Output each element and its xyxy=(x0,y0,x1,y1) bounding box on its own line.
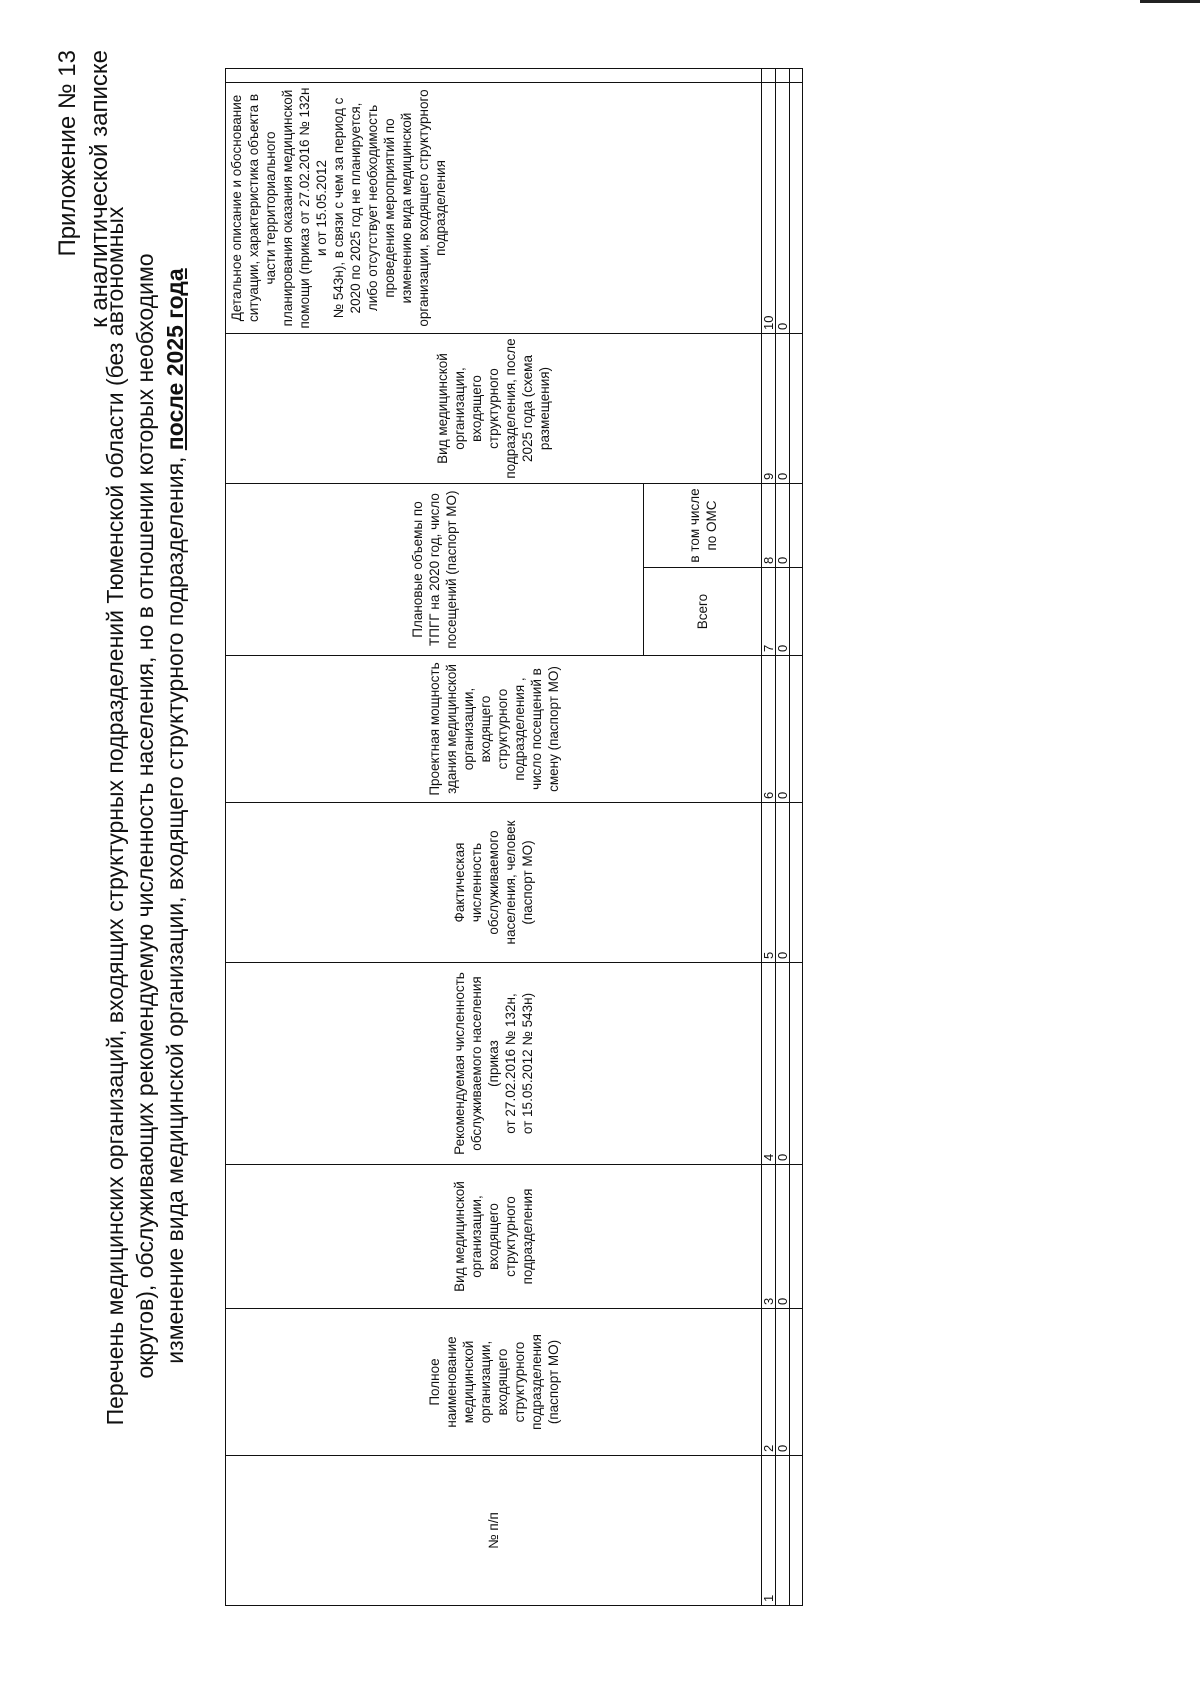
document-title xyxy=(100,46,190,1586)
empty-cell xyxy=(790,1456,803,1606)
column-number-row xyxy=(762,69,776,1606)
header-row-1 xyxy=(226,69,644,1606)
header-org-type-after-2025: Вид медицинской организации, входящего структурного подразделения, после 2025 года (схема размещения) xyxy=(226,334,762,484)
col-num-8: 8 xyxy=(762,484,776,568)
empty-cell xyxy=(790,656,803,803)
header-total: Всего xyxy=(644,568,762,656)
value-8: 0 xyxy=(776,484,790,568)
header-detailed-description xyxy=(226,83,762,334)
header-design-capacity: Проектная мощность здания медицинской организации, входящего структурного подразделения , число посещений в смену (паспорт МО) xyxy=(226,656,762,803)
empty-cell xyxy=(790,83,803,334)
col-num-2: 2 xyxy=(762,1309,776,1456)
title-line-1: Перечень медицинских организаций, входящих структурных подразделений Тюменской области (без автономных xyxy=(102,206,128,1426)
header-planned-volumes: Плановые объемы по ТПГГ на 2020 год, число посещений (паспорт МО) xyxy=(226,484,644,656)
title-line-3 xyxy=(160,46,190,1586)
header-c4-part-b: от 27.02.2016 № 132н, xyxy=(503,993,518,1134)
value-6: 0 xyxy=(776,656,790,803)
empty-cell xyxy=(790,963,803,1165)
appendix-number: Приложение № 13 xyxy=(54,50,81,257)
empty-cell xyxy=(790,334,803,484)
title-line-2: округов), обслуживающих рекомендуемую численность населения, но в отношении которых необходимо xyxy=(132,253,158,1379)
col-num-blank xyxy=(762,69,776,83)
empty-cell xyxy=(790,484,803,568)
col-num-7: 7 xyxy=(762,568,776,656)
col-num-9: 9 xyxy=(762,334,776,484)
value-1 xyxy=(776,1456,790,1606)
value-9: 0 xyxy=(776,334,790,484)
header-c10-part-b: № 543н), в связи с чем за период с 2020 по 2025 год не планируется, либо отсутствует необходимость проведения мероприятий по изменению вида медицинской организации, входящего структурного подразделения xyxy=(331,89,448,327)
empty-cell xyxy=(790,1165,803,1309)
col-num-5: 5 xyxy=(762,803,776,963)
col-num-3: 3 xyxy=(762,1165,776,1309)
header-blank-column xyxy=(226,69,762,83)
header-recommended-population xyxy=(226,963,762,1165)
header-org-type: Вид медицинской организации, входящего структурного подразделения xyxy=(226,1165,762,1309)
value-row xyxy=(776,69,790,1606)
empty-cell xyxy=(790,803,803,963)
title-emphasis: после 2025 года xyxy=(162,268,188,451)
empty-cell xyxy=(790,568,803,656)
header-org-name: Полное наименование медицинской организации, входящего структурного подразделения (паспорт МО) xyxy=(226,1309,762,1456)
empty-cell xyxy=(790,69,803,83)
value-7: 0 xyxy=(776,568,790,656)
value-3: 0 xyxy=(776,1165,790,1309)
appendix-subtitle: к аналитической записке xyxy=(86,50,113,328)
col-num-10: 10 xyxy=(762,83,776,334)
value-4: 0 xyxy=(776,963,790,1165)
col-num-1: 1 xyxy=(762,1456,776,1606)
value-blank xyxy=(776,69,790,83)
header-number: № п/п xyxy=(226,1456,762,1606)
organizations-table xyxy=(225,68,803,1606)
col-num-6: 6 xyxy=(762,656,776,803)
header-c4-part-a: Рекомендуемая численность обслуживаемого населения (приказ xyxy=(452,972,501,1155)
header-actual-population: Фактическая численность обслуживаемого населения, человек (паспорт МО) xyxy=(226,803,762,963)
col-num-4: 4 xyxy=(762,963,776,1165)
title-line-3-text: изменение вида медицинской организации, входящего структурного подразделения, xyxy=(162,456,188,1364)
value-2: 0 xyxy=(776,1309,790,1456)
value-10: 0 xyxy=(776,83,790,334)
header-c4-part-c: от 15.05.2012 № 543н) xyxy=(520,992,535,1135)
empty-cell xyxy=(790,1309,803,1456)
value-5: 0 xyxy=(776,803,790,963)
header-oms: в том числе по ОМС xyxy=(644,484,762,568)
header-c10-part-a: Детальное описание и обоснование ситуации, характеристика объекта в части территориального планирования оказания медицинской помощи (приказ от 27.02.2016 № 132н и от 15.05.2012 xyxy=(229,87,329,329)
empty-row xyxy=(790,69,803,1606)
